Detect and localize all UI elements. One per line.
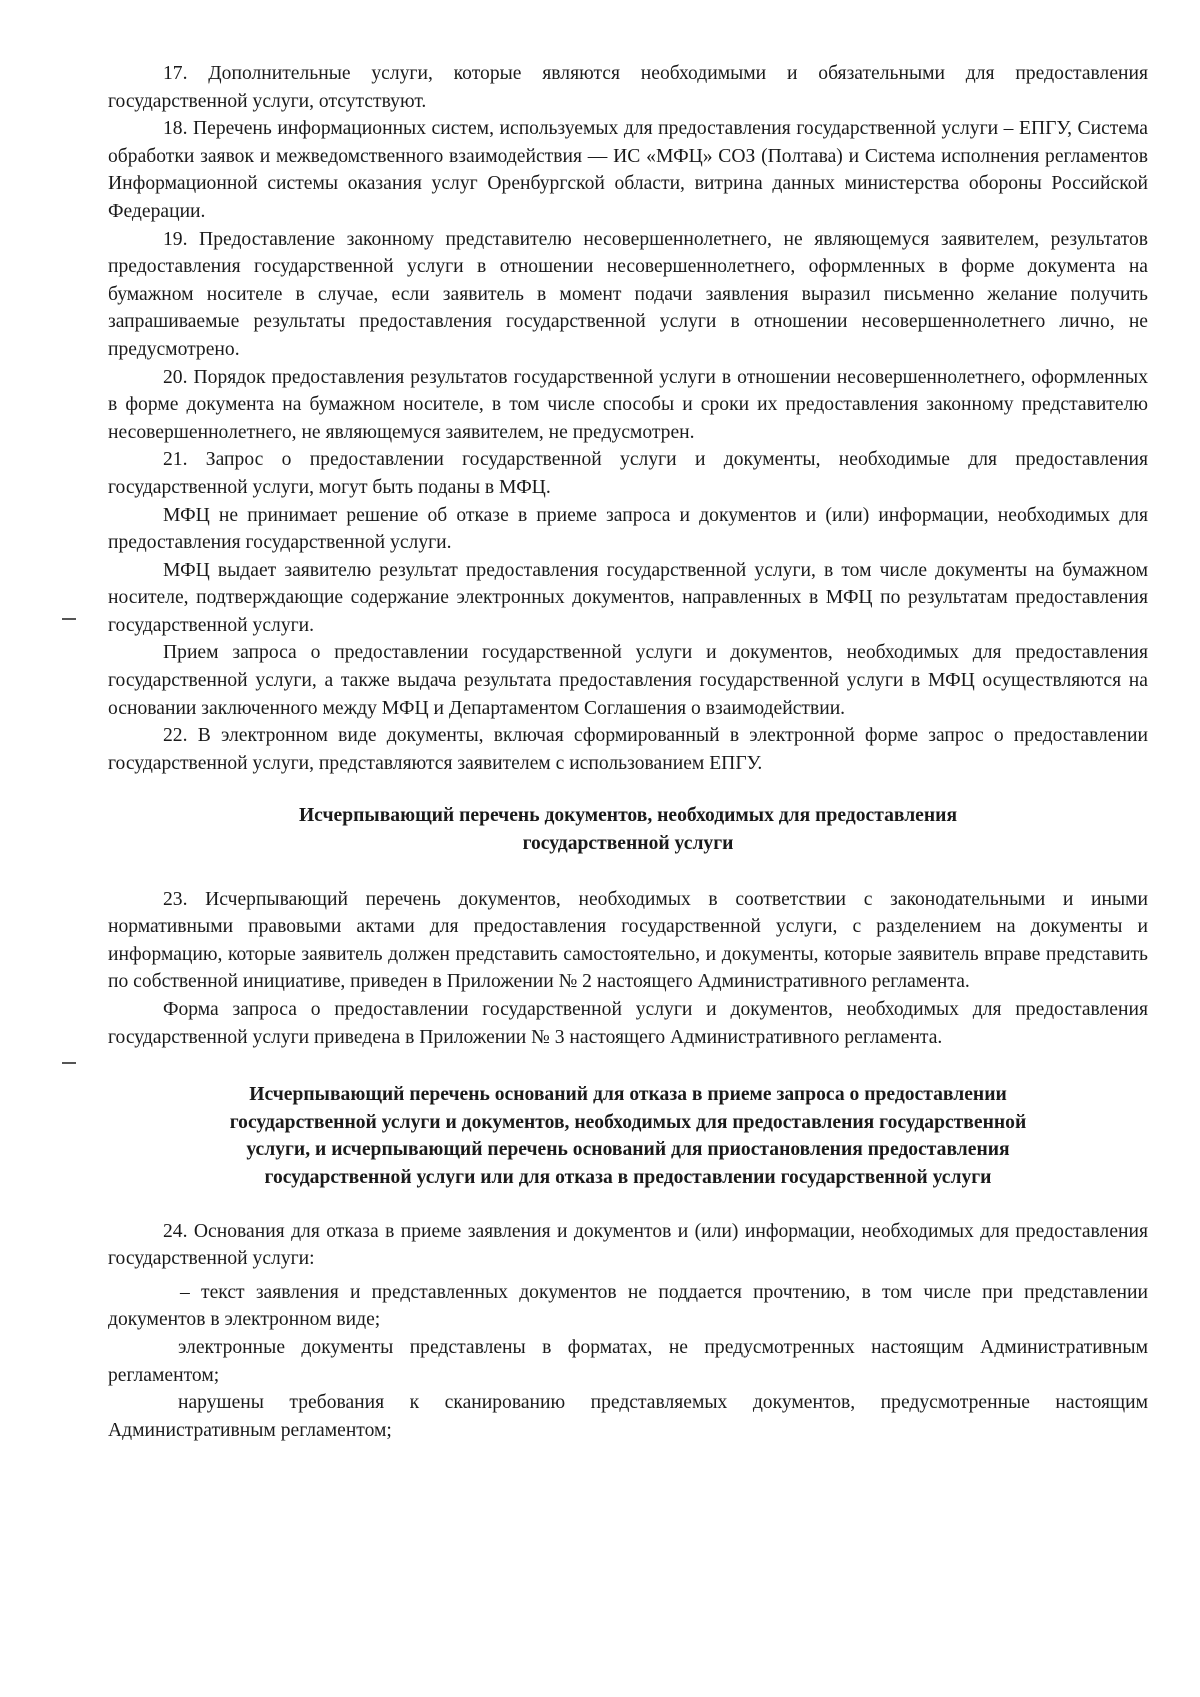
paragraph-19: 19. Предоставление законному представителю несовершеннолетнего, не являющемуся заявителем, результатов предоставления государственной услуги в отношении несовершеннолетнего, оформленных в форме документа на бумажном носителе в случае, если заявитель в момент подачи заявления выразил письменно желание получить запрашиваемые результаты предоставления государственной услуги в отношении несовершеннолетнего лично, не предусмотрено. (108, 228, 1148, 360)
paragraph-24: 24. Основания для отказа в приеме заявления и документов и (или) информации, необходимых для предоставления государственной услуги: (108, 1220, 1148, 1270)
paragraph-mfc-agreement: Прием запроса о предоставлении государственной услуги и документов, необходимых для предоставления государственной услуги, а также выдача результата предоставления государственной услуги в МФЦ осуществляются на основании заключенного между МФЦ и Департаментом Соглашения о взаимодействии. (108, 642, 1148, 719)
list-item-unreadable: – текст заявления и представленных документов не поддается прочтению, в том числе при представлении документов в электронном виде; (108, 1281, 1148, 1331)
paragraph-21: 21. Запрос о предоставлении государственной услуги и документы, необходимые для предоставления государственной услуги, могут быть поданы в МФЦ. (108, 449, 1148, 498)
section-heading-refusal-grounds (108, 1081, 1148, 1191)
heading-line: услуги, и исчерпывающий перечень оснований для приостановления предоставления (246, 1139, 1010, 1161)
document-page (108, 60, 1148, 1444)
margin-mark (62, 1062, 76, 1064)
heading-line: государственной услуги и документов, необходимых для предоставления государственной (229, 1111, 1027, 1133)
heading-line: государственной услуги (522, 833, 734, 855)
paragraph-request-form: Форма запроса о предоставлении государственной услуги и документов, необходимых для предоставления государственной услуги приведена в Приложении № 3 настоящего Административного регламента. (108, 999, 1148, 1048)
heading-line: Исчерпывающий перечень документов, необходимых для предоставления (298, 805, 958, 827)
section-heading-documents (108, 802, 1148, 857)
paragraph-17: 17. Дополнительные услуги, которые являются необходимыми и обязательными для предоставления государственной услуги, отсутствуют. (108, 63, 1148, 112)
list-item-formats: электронные документы представлены в форматах, не предусмотренных настоящим Административным регламентом; (108, 1336, 1148, 1386)
list-item-scanning: нарушены требования к сканированию представляемых документов, предусмотренные настоящим Административным регламентом; (108, 1392, 1148, 1441)
paragraph-22: 22. В электронном виде документы, включая сформированный в электронной форме запрос о предоставлении государственной услуги, представляются заявителем с использованием ЕПГУ. (108, 725, 1148, 774)
heading-line: государственной услуги или для отказа в предоставлении государственной услуги (264, 1166, 992, 1188)
paragraph-mfc-result: МФЦ выдает заявителю результат предоставления государственной услуги, в том числе документы на бумажном носителе, подтверждающие содержание электронных документов, направленных в МФЦ по результатам предоставления государственной услуги. (108, 559, 1148, 636)
paragraph-20: 20. Порядок предоставления результатов государственной услуги в отношении несовершеннолетнего, оформленных в форме документа на бумажном носителе, в том числе способы и сроки их предоставления законному представителю несовершеннолетнего, не являющемуся заявителем, не предусмотрен. (108, 366, 1148, 443)
paragraph-18: 18. Перечень информационных систем, используемых для предоставления государственной услуги – ЕПГУ, Система обработки заявок и межведомственного взаимодействия — ИС «МФЦ» СОЗ (Полтава) и Система исполнения регламентов Информационной системы оказания услуг Оренбургской области, витрина данных министерства обороны Российской Федерации. (108, 118, 1148, 222)
paragraph-23: 23. Исчерпывающий перечень документов, необходимых в соответствии с законодательными и иными нормативными правовыми актами для предоставления государственной услуги, с разделением на документы и информацию, которые заявитель должен представить самостоятельно, и документы, которые заявитель вправе представить по собственной инициативе, приведен в Приложении № 2 настоящего Административного регламента. (108, 888, 1148, 993)
heading-line: Исчерпывающий перечень оснований для отказа в приеме запроса о предоставлении (249, 1084, 1007, 1106)
paragraph-mfc-refusal: МФЦ не принимает решение об отказе в приеме запроса и документов и (или) информации, необходимых для предоставления государственной услуги. (108, 504, 1148, 554)
margin-mark (62, 618, 76, 620)
